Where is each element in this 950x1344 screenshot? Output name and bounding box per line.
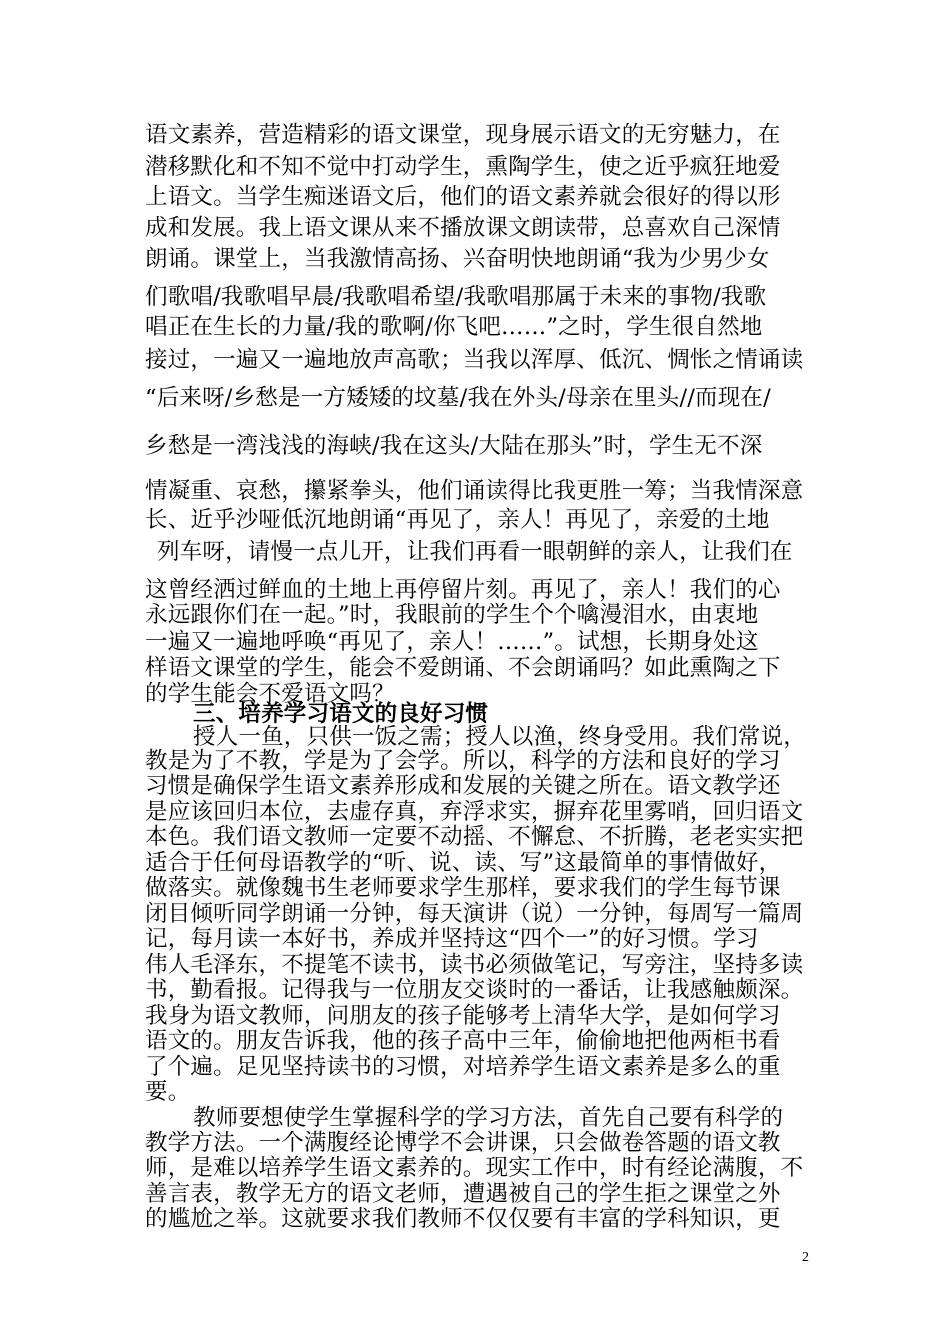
text-line: 这曾经洒过鲜血的土地上再停留片刻。再见了，亲人！我们的心 [145,577,781,603]
text-line: 我身为语文教师，问朋友的孩子能够考上清华大学，是如何学习 [145,1003,781,1029]
text-line: 情凝重、哀愁，攥紧拳头，他们诵读得比我更胜一筹；当我情深意 [145,478,804,504]
text-line: 语文素养，营造精彩的语文课堂，现身展示语文的无穷魅力，在 [145,122,781,148]
section-heading: 三、培养学习语文的良好习惯 [193,701,489,727]
text-line: 书，勤看报。记得我与一位朋友交谈时的一番话，让我感触颇深。 [145,977,804,1003]
text-line: 是应该回归本位，去虚存真，弃浮求实，摒弃花里雾哨，回归语文 [145,799,804,825]
text-line: 做落实。就像魏书生老师要求学生那样，要求我们的学生每节课 [145,875,781,901]
text-line: 了个遍。足见坚持读书的习惯，对培养学生语文素养是多么的重 [145,1054,781,1080]
text-line: 的尴尬之举。这就要求我们教师不仅仅要有丰富的学科知识，更 [145,1206,781,1232]
text-line: 师，是难以培养学生语文素养的。现实工作中，时有经论满腹，不 [145,1155,804,1181]
text-line: 教师要想使学生掌握科学的学习方法，首先自己要有科学的 [193,1105,784,1131]
text-line: 适合于任何母语教学的“听、说、读、写”这最简单的事情做好， [145,850,782,876]
text-line: 教学方法。一个满腹经论博学不会讲课，只会做卷答题的语文教 [145,1130,781,1156]
text-line: 样语文课堂的学生，能会不爱朗诵、不会朗诵吗？如此熏陶之下 [145,655,781,681]
text-line: 接过，一遍又一遍地放声高歌；当我以浑厚、低沉、惆怅之情诵读 [145,347,804,373]
text-line: 闭目倾听同学朗诵一分钟，每天演讲（说）一分钟，每周写一篇周 [145,901,804,927]
text-line: 列车呀，请慢一点儿开，让我们再看一眼朝鲜的亲人，让我们在 [157,539,793,565]
text-line: 唱正在生长的力量/我的歌啊/你飞吧……”之时，学生很自然地 [145,314,763,340]
text-line: 永远跟你们在一起。”时，我眼前的学生个个噙漫泪水，由衷地 [145,602,759,628]
text-line: 伟人毛泽东，不提笔不读书，读书必须做笔记，写旁注，坚持多读 [145,952,804,978]
text-line: 教是为了不教，学是为了会学。所以，科学的方法和良好的学习 [145,748,781,774]
text-line: 授人一鱼，只供一饭之需；授人以渔，终身受用。我们常说， [193,724,806,750]
text-line: 长、近乎沙哑低沉地朗诵“再见了，亲人！再见了，亲爱的土地 [145,507,770,533]
text-line: 的学生能会不爱语文吗？ [145,681,395,707]
text-line: 语文的。朋友告诉我，他的孩子高中三年，偷偷地把他两柜书看 [145,1028,781,1054]
text-line: 善言表，教学无方的语文老师，遭遇被自己的学生拒之课堂之外 [145,1181,781,1207]
text-line: 要。 [145,1079,191,1105]
text-line: 一遍又一遍地呼唤“再见了，亲人！……”。试想，长期身处这 [145,629,759,655]
text-line: 们歌唱/我歌唱早晨/我歌唱希望/我歌唱那属于未来的事物/我歌 [145,284,767,310]
text-line: 习惯是确保学生语文素养形成和发展的关键之所在。语文教学还 [145,773,781,799]
text-line: 上语文。当学生痴迷语文后，他们的语文素养就会很好的得以形 [145,184,781,210]
text-line: “后来呀/乡愁是一方矮矮的坟墓/我在外头/母亲在里头//而现在/ [145,385,771,411]
text-line: 朗诵。课堂上，当我激情高扬、兴奋明快地朗诵“我为少男少女 [145,246,770,272]
page-number: 2 [802,1250,809,1265]
text-line: 潜移默化和不知不觉中打动学生，熏陶学生，使之近乎疯狂地爱 [145,154,781,180]
text-line: 成和发展。我上语文课从来不播放课文朗读带，总喜欢自己深情 [145,215,781,241]
text-line: 乡愁是一湾浅浅的海峡/我在这头/大陆在那头”时，学生无不深 [145,433,763,459]
text-line: 本色。我们语文教师一定要不动摇、不懈怠、不折腾，老老实实把 [145,824,804,850]
text-line: 记，每月读一本好书，养成并坚持这“四个一”的好习惯。学习 [145,926,759,952]
